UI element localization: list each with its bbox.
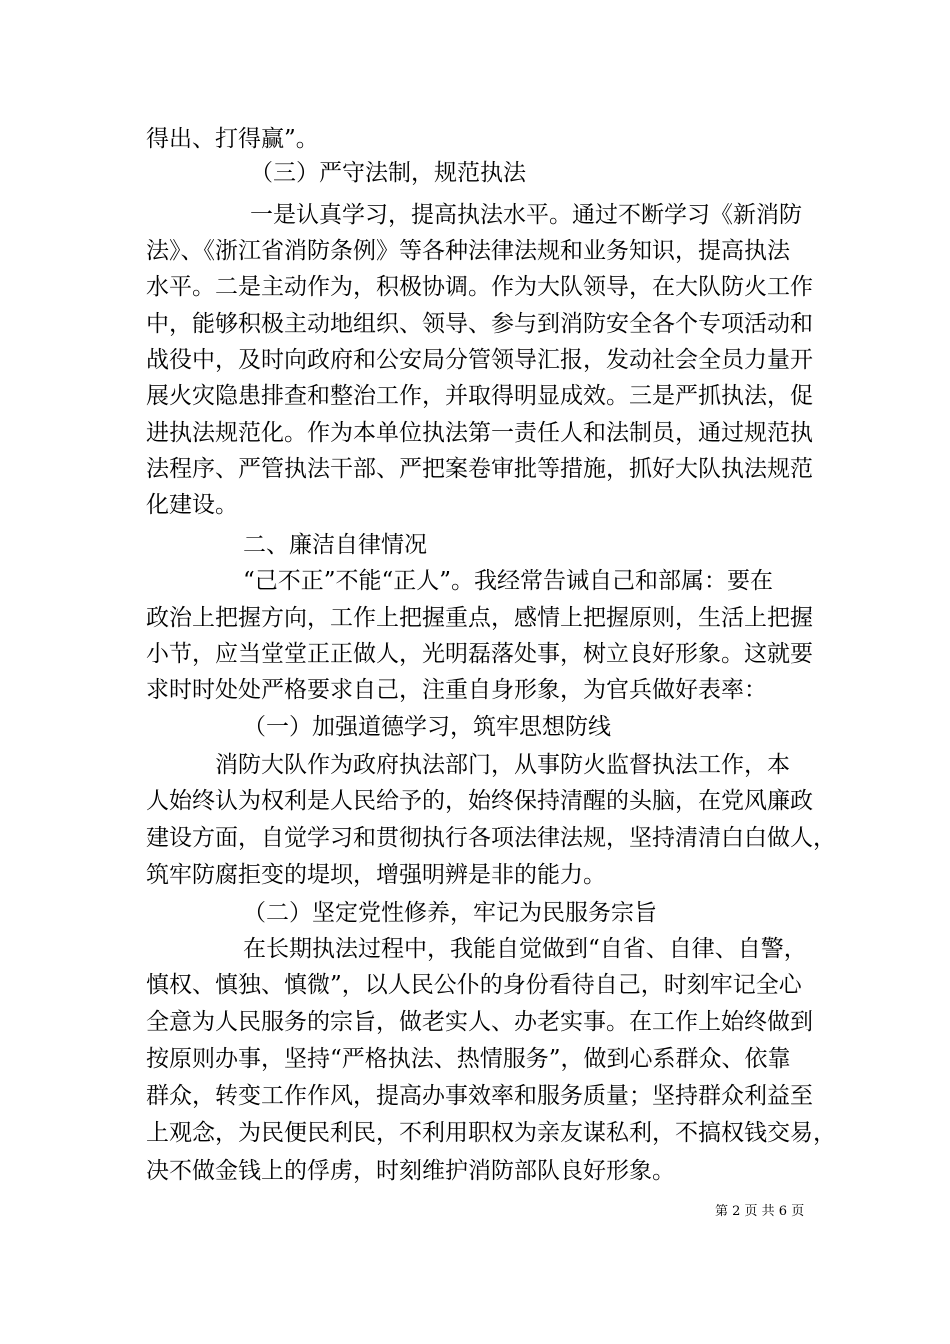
body-text-line: 全意为人民服务的宗旨，做老实人、办老实事。在工作上始终做到 [146, 1009, 813, 1035]
body-text-line: 得出、打得赢”。 [146, 126, 319, 152]
body-text-line: 水平。二是主动作为，积极协调。作为大队领导，在大队防火工作 [146, 274, 813, 300]
body-text-line: 法》、《浙江省消防条例》等各种法律法规和业务知识，提高执法 [146, 238, 790, 264]
section-heading: （一）加强道德学习，筑牢思想防线 [243, 714, 611, 740]
body-text-line: 群众，转变工作作风，提高办事效率和服务质量；坚持群众利益至 [146, 1083, 813, 1109]
body-text-line: 进执法规范化。作为本单位执法第一责任人和法制员，通过规范执 [146, 420, 813, 446]
body-text-line: 一是认真学习，提高执法水平。通过不断学习《新消防 [250, 202, 802, 228]
body-text-line: 在长期执法过程中，我能自觉做到“自省、自律、自警， [243, 936, 807, 962]
body-text-line: 战役中，及时向政府和公安局分管领导汇报，发动社会全员力量开 [146, 347, 813, 373]
body-text-line: 人始终认为权利是人民给予的，始终保持清醒的头脑，在党风廉政 [146, 788, 813, 814]
body-text-line: 政治上把握方向，工作上把握重点，感情上把握原则，生活上把握 [146, 605, 813, 631]
body-text-line: 按原则办事，坚持“严格执法、热情服务”，做到心系群众、依靠 [146, 1046, 791, 1072]
body-text-line: 化建设。 [146, 492, 238, 518]
body-text-line: “己不正”不能“正人”。我经常告诫自己和部属：要在 [243, 568, 774, 594]
body-text-line: 法程序、严管执法干部、严把案卷审批等措施，抓好大队执法规范 [146, 456, 813, 482]
body-text-line: 消防大队作为政府执法部门，从事防火监督执法工作，本 [215, 752, 790, 778]
section-heading: 二、廉洁自律情况 [243, 532, 427, 558]
body-text-line: 小节，应当堂堂正正做人，光明磊落处事，树立良好形象。这就要 [146, 641, 813, 667]
body-text-line: 慎权、慎独、慎微”，以人民公仆的身份看待自己，时刻牢记全心 [146, 972, 802, 998]
body-text-line: 筑牢防腐拒变的堤坝，增强明辨是非的能力。 [146, 862, 606, 888]
page-number-footer: 第 2 页 共 6 页 [715, 1204, 805, 1219]
section-heading: （二）坚定党性修养，牢记为民服务宗旨 [243, 900, 657, 926]
body-text-line: 展火灾隐患排查和整治工作，并取得明显成效。三是严抓执法，促 [146, 383, 813, 409]
body-text-line: 求时时处处严格要求自己，注重自身形象，为官兵做好表率： [146, 677, 767, 703]
body-text-line: 决不做金钱上的俘虏，时刻维护消防部队良好形象。 [146, 1158, 675, 1184]
body-text-line: 建设方面，自觉学习和贯彻执行各项法律法规，坚持清清白白做人， [146, 825, 836, 851]
body-text-line: 中，能够积极主动地组织、领导、参与到消防安全各个专项活动和 [146, 311, 813, 337]
section-heading: （三）严守法制，规范执法 [250, 160, 526, 186]
body-text-line: 上观念，为民便民利民，不利用职权为亲友谋私利，不搞权钱交易， [146, 1120, 836, 1146]
